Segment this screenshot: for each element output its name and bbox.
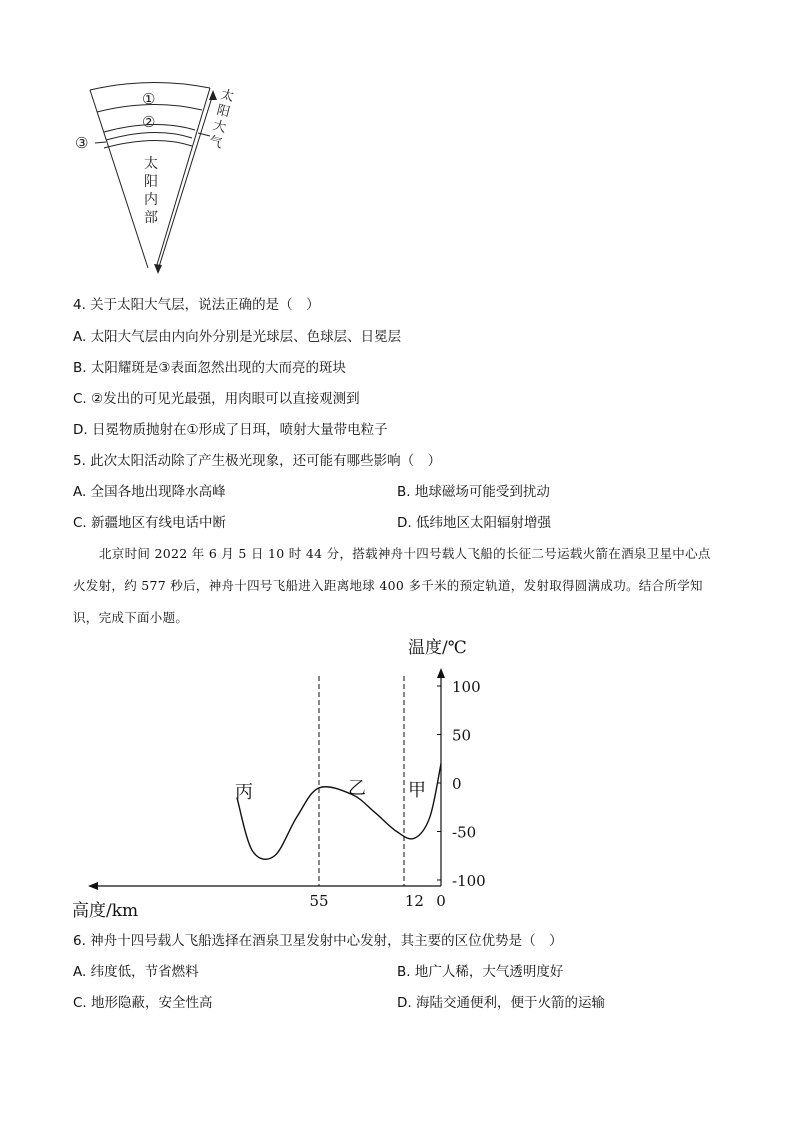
q5-option-c: C. 新疆地区有线电话中断 [73, 515, 227, 531]
cone-right-edge [156, 88, 210, 268]
label-3-leader [95, 142, 106, 143]
x-axis-arrow [88, 882, 98, 890]
q5-option-d: D. 低纬地区太阳辐射增强 [397, 515, 551, 531]
arrow-bottom [154, 264, 162, 274]
bracket-line [158, 94, 213, 270]
chromosphere-bottom [106, 132, 192, 140]
q4-option-a: A. 太阳大气层由内向外分别是光球层、色球层、日冕层 [73, 329, 402, 345]
intro-paragraph: 北京时间 2022 年 6 月 5 日 10 时 44 分，搭载神舟十四号载人飞船的长征二号运载火箭在酒泉卫星中心点火发射，约 577 秒后，神舟十四号飞船进入距离地球 400 多千米的预定轨道，发射取得圆满成功。结合所学知识，完成下面小题。 [73, 546, 711, 625]
y-tick-label: -100 [452, 872, 486, 890]
x-tick-label: 55 [309, 892, 329, 910]
x-axis-label: 高度/km [72, 901, 139, 921]
y-tick-label: -50 [452, 823, 477, 842]
atmosphere-char-3: 大 [211, 118, 228, 137]
q4-stem: 4. 关于太阳大气层，说法正确的是（ ） [73, 297, 320, 313]
q6-option-c: C. 地形隐蔽，安全性高 [73, 995, 213, 1011]
atmosphere-temperature-chart [60, 628, 500, 928]
atmosphere-char-1: 太 [219, 87, 236, 106]
q6-stem: 6. 神舟十四号载人飞船选择在酒泉卫星发射中心发射，其主要的区位优势是（ ） [73, 933, 563, 949]
arrow-top [209, 90, 217, 100]
interior-char-1: 太 [144, 156, 158, 172]
y-tick-label: 100 [452, 678, 481, 696]
atmosphere-char-2: 阳 [215, 102, 232, 121]
x-tick-label: 12 [404, 892, 424, 910]
q6-option-d: D. 海陆交通便利，便于火箭的运输 [397, 995, 605, 1011]
q4-option-d: D. 日冕物质抛射在①形成了日珥，喷射大量带电粒子 [73, 422, 388, 438]
temperature-curve [237, 764, 441, 860]
q6-option-b: B. 地广人稀，大气透明度好 [397, 964, 564, 980]
atmosphere-char-4: 气 [207, 133, 224, 152]
q5-stem: 5. 此次太阳活动除了产生极光现象，还可能有哪些影响（ ） [73, 453, 442, 469]
outer-arc [90, 82, 210, 90]
label-1: ① [142, 90, 156, 108]
x-tick-label: 0 [436, 892, 446, 910]
layer-label-yi: 乙 [348, 778, 366, 799]
interior-char-4: 部 [144, 210, 158, 226]
interior-char-3: 内 [144, 192, 158, 208]
q6-option-a: A. 纬度低，节省燃料 [73, 964, 199, 980]
y-axis-arrow [437, 668, 445, 678]
q4-option-b: B. 太阳耀斑是③表面忽然出现的大而亮的斑块 [73, 360, 346, 376]
photosphere-line [104, 140, 192, 148]
layer-label-jia: 甲 [408, 780, 426, 801]
label-2: ② [142, 113, 156, 131]
interior-char-2: 阳 [144, 174, 158, 190]
y-tick-label: 0 [452, 775, 462, 793]
cone-left-edge [90, 90, 148, 268]
y-axis-label: 温度/℃ [408, 638, 467, 658]
q4-option-c: C. ②发出的可见光最强，用肉眼可以直接观测到 [73, 391, 360, 407]
sun-structure-figure [70, 80, 260, 280]
q5-option-b: B. 地球磁场可能受到扰动 [397, 484, 550, 500]
layer-label-bing: 丙 [235, 782, 253, 803]
q5-option-a: A. 全国各地出现降水高峰 [73, 484, 226, 500]
y-tick-label: 50 [452, 726, 472, 745]
label-3: ③ [75, 134, 89, 152]
